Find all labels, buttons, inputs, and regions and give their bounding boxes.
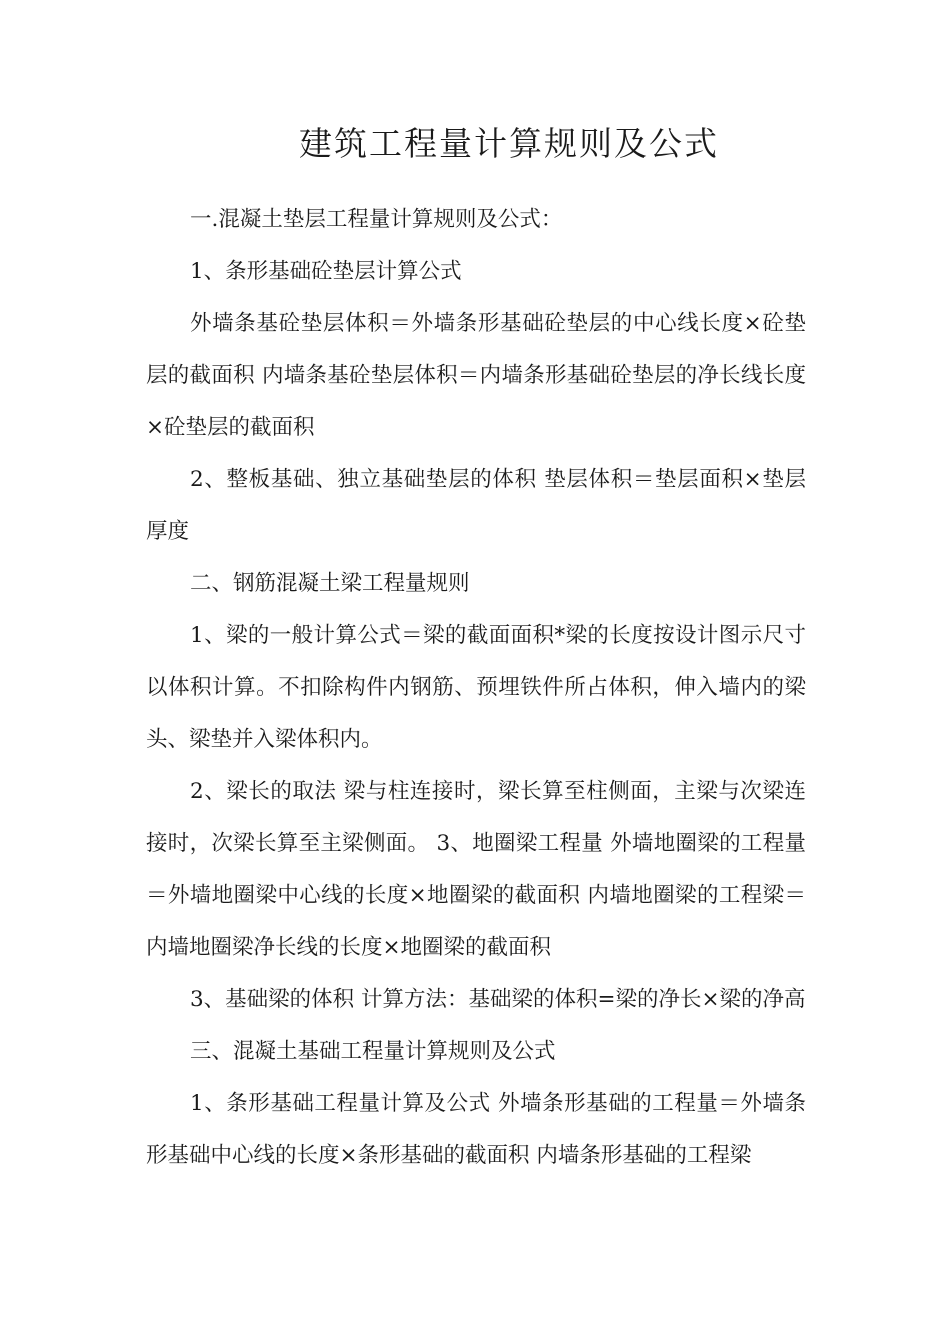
paragraph: 三、混凝土基础工程量计算规则及公式 <box>190 1039 556 1064</box>
paragraph: 1、条形基础砼垫层计算公式 <box>190 259 462 284</box>
paragraph: 3、基础梁的体积 计算方法：基础梁的体积=梁的净长×梁的净高 <box>190 987 806 1012</box>
paragraph: 1、条形基础工程量计算及公式 外墙条形基础的工程量＝外墙条形基础中心线的长度×条形基础的截面积 内墙条形基础的工程梁 <box>146 1091 806 1168</box>
paragraph: 2、梁长的取法 梁与柱连接时，梁长算至柱侧面，主梁与次梁连接时，次梁长算至主梁侧面。 3、地圈梁工程量 外墙地圈梁的工程量＝外墙地圈梁中心线的长度×地圈梁的截面积 内墙地圈梁的工程梁＝内墙地圈梁净长线的长度×地圈梁的截面积 <box>146 779 806 960</box>
paragraph: 二、钢筋混凝土梁工程量规则 <box>190 571 470 596</box>
paragraph: 2、整板基础、独立基础垫层的体积 垫层体积＝垫层面积×垫层厚度 <box>146 467 806 544</box>
paragraph: 一.混凝土垫层工程量计算规则及公式： <box>190 207 563 232</box>
paragraph: 外墙条基砼垫层体积＝外墙条形基础砼垫层的中心线长度×砼垫层的截面积 内墙条基砼垫层体积＝内墙条形基础砼垫层的净长线长度×砼垫层的截面积 <box>146 311 806 440</box>
document-title: 建筑工程量计算规则及公式 <box>299 124 719 163</box>
paragraph: 1、梁的一般计算公式＝梁的截面面积*梁的长度按设计图示尺寸以体积计算。不扣除构件内钢筋、预埋铁件所占体积，伸入墙内的梁头、梁垫并入梁体积内。 <box>146 623 806 752</box>
document-body <box>146 194 806 1182</box>
